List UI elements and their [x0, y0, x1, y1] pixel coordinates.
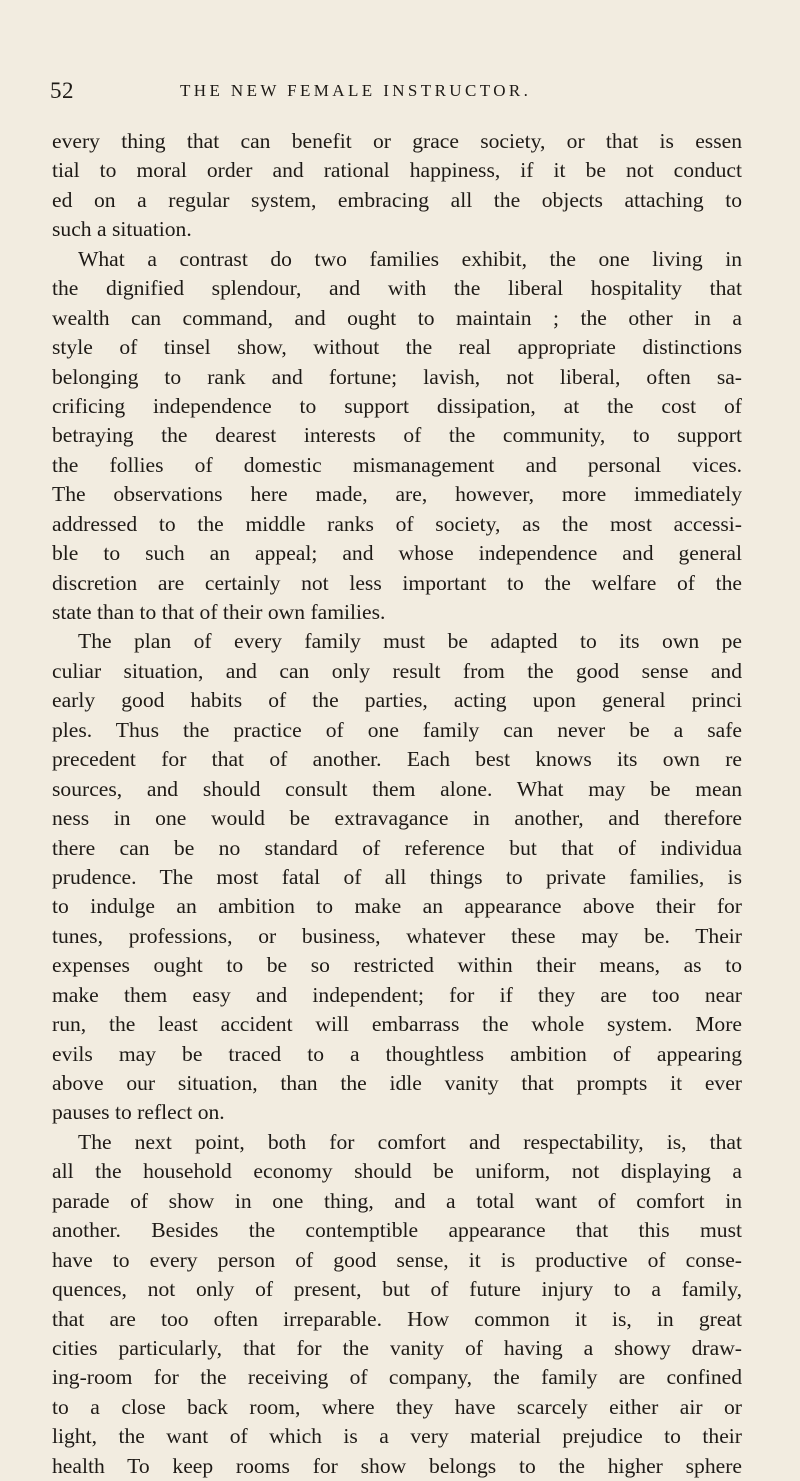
body-text	[52, 127, 742, 1481]
text-line: style of tinsel show, without the real appropriate distinctions	[52, 335, 742, 360]
text-line: light, the want of which is a very material prejudice to their	[52, 1424, 742, 1449]
text-line: addressed to the middle ranks of society, as the most accessi-	[52, 511, 742, 536]
text-line: that are too often irreparable. How common it is, in great	[52, 1306, 742, 1331]
text-line: ed on a regular system, embracing all the objects attaching to	[52, 187, 742, 212]
running-head	[50, 78, 740, 104]
text-line: ing-room for the receiving of company, the family are confined	[52, 1365, 742, 1390]
page-number: 52	[50, 78, 74, 103]
paragraph	[52, 1128, 742, 1481]
text-line: prudence. The most fatal of all things to private families, is	[52, 864, 742, 889]
running-title: THE NEW FEMALE INSTRUCTOR.	[180, 81, 532, 100]
text-line: ble to such an appeal; and whose independence and general	[52, 541, 742, 566]
text-line: culiar situation, and can only result from the good sense and	[52, 658, 742, 683]
text-line: have to every person of good sense, it is productive of conse-	[52, 1247, 742, 1272]
paragraph	[52, 245, 742, 628]
text-line: The observations here made, are, however, more immediately	[52, 482, 742, 507]
text-line: run, the least accident will embarrass the whole system. More	[52, 1012, 742, 1037]
text-line: pauses to reflect on.	[52, 1100, 225, 1125]
text-line: discretion are certainly not less important to the welfare of the	[52, 570, 742, 595]
text-line: The next point, both for comfort and respectability, is, that	[78, 1129, 742, 1154]
text-line: make them easy and independent; for if they are too near	[52, 982, 742, 1007]
text-line: above our situation, than the idle vanity that prompts it ever	[52, 1071, 742, 1095]
text-line: ness in one would be extravagance in another, and therefore	[52, 806, 742, 831]
text-line: to a close back room, where they have scarcely either air or	[52, 1394, 742, 1419]
text-line: What a contrast do two families exhibit, the one living in	[78, 246, 742, 271]
text-line: tunes, professions, or business, whatever these may be. Their	[52, 923, 742, 948]
text-line: cities particularly, that for the vanity of having a showy draw-	[52, 1335, 742, 1360]
text-line: crificing independence to support dissipation, at the cost of	[52, 393, 742, 418]
text-line: early good habits of the parties, acting upon general princi	[52, 688, 742, 713]
text-line: evils may be traced to a thoughtless ambition of appearing	[52, 1041, 742, 1066]
text-line: state than to that of their own families.	[52, 600, 386, 624]
text-line: all the household economy should be uniform, not displaying a	[52, 1159, 742, 1184]
text-line: every thing that can benefit or grace society, or that is essen	[52, 129, 742, 153]
text-line: quences, not only of present, but of future injury to a family,	[52, 1277, 742, 1302]
text-line: to indulge an ambition to make an appearance above their for	[52, 894, 742, 919]
text-line: sources, and should consult them alone. What may be mean	[52, 776, 742, 801]
text-line: tial to moral order and rational happiness, if it be not conduct	[52, 158, 742, 183]
text-line: wealth can command, and ought to maintain ; the other in a	[52, 305, 742, 330]
paragraph	[52, 627, 742, 1127]
text-line: precedent for that of another. Each best knows its own re	[52, 747, 742, 772]
text-line: the dignified splendour, and with the liberal hospitality that	[52, 276, 742, 301]
text-line: belonging to rank and fortune; lavish, not liberal, often sa-	[52, 364, 742, 389]
text-line: parade of show in one thing, and a total want of comfort in	[52, 1188, 742, 1213]
text-line: expenses ought to be so restricted within their means, as to	[52, 953, 742, 978]
paragraph	[52, 127, 742, 245]
text-line: ples. Thus the practice of one family can never be a safe	[52, 717, 742, 742]
text-line: another. Besides the contemptible appearance that this must	[52, 1218, 742, 1243]
text-line: there can be no standard of reference but that of individua	[52, 835, 742, 860]
text-line: such a situation.	[52, 217, 192, 242]
text-line: betraying the dearest interests of the community, to support	[52, 423, 742, 448]
text-line: The plan of every family must be adapted to its own pe	[78, 629, 742, 654]
text-line: health To keep rooms for show belongs to the higher sphere	[52, 1453, 742, 1478]
text-line: the follies of domestic mismanagement and personal vices.	[52, 452, 742, 477]
